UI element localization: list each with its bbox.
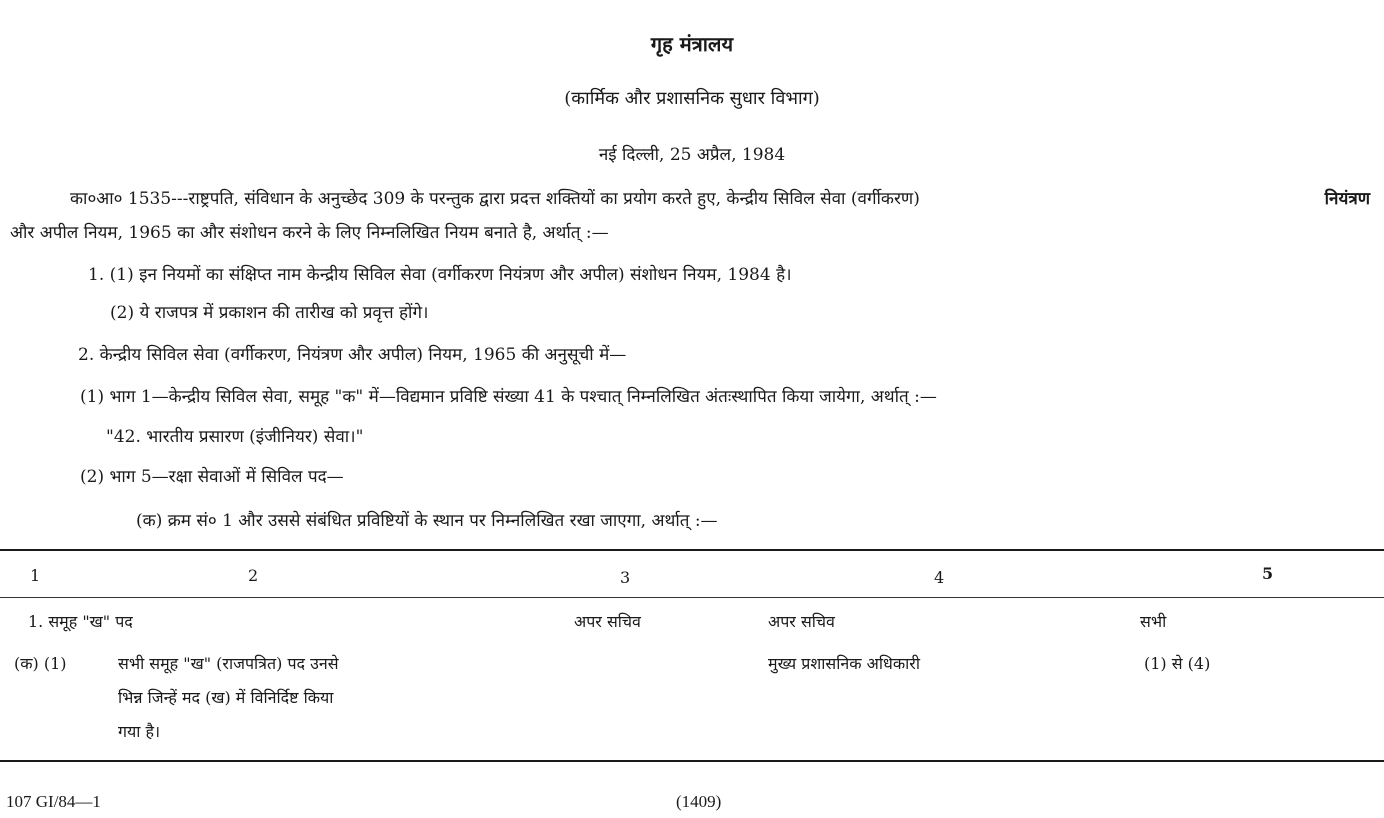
table-sub-label: (क) (1) xyxy=(14,654,67,673)
department-subtitle: (कार्मिक और प्रशासनिक सुधार विभाग) xyxy=(564,88,820,109)
table-header-rule xyxy=(0,597,1384,598)
table-header-2: 2 xyxy=(248,566,259,585)
table-col3-value: अपर सचिव xyxy=(574,612,641,631)
table-header-4: 4 xyxy=(934,568,945,587)
clause-2-2: (2) भाग 5—रक्षा सेवाओं में सिविल पद— xyxy=(80,467,344,487)
ministry-title: गृह मंत्रालय xyxy=(650,32,734,56)
table-sub-text-2: भिन्न जिन्हें मद (ख) में विनिर्दिष्ट किया xyxy=(118,688,334,707)
clause-2-2-ka: (क) क्रम सं० 1 और उससे संबंधित प्रविष्टियों के स्थान पर निम्नलिखित रखा जाएगा, अर्थात् :— xyxy=(136,511,718,531)
table-header-3: 3 xyxy=(620,568,631,587)
footer-page-number: (1409) xyxy=(676,792,722,811)
clause-2-1: (1) भाग 1—केन्द्रीय सिविल सेवा, समूह "क" में—विद्यमान प्रविष्टि संख्या 41 के पश्चात् निम्नलिखित अंतःस्थापित किया जायेगा, अर्थात् :— xyxy=(80,387,937,407)
clause-1-2: (2) ये राजपत्र में प्रकाशन की तारीख को प्रवृत्त होंगे। xyxy=(110,303,429,323)
table-sub-text-1: सभी समूह "ख" (राजपत्रित) पद उनसे xyxy=(118,654,339,673)
footer-reference: 107 GI/84—1 xyxy=(6,792,101,811)
table-sub-text-3: गया है। xyxy=(118,722,161,741)
table-header-5: 5 xyxy=(1262,564,1274,583)
preamble-line-1: का०आ० 1535---राष्ट्रपति, संविधान के अनुच्छेद 309 के परन्तुक द्वारा प्रदत्त शक्तियों का प्रयोग करते हुए, केन्द्रीय सिविल सेवा (वर्गीकरण) xyxy=(70,189,920,209)
clause-2: 2. केन्द्रीय सिविल सेवा (वर्गीकरण, नियंत्रण और अपील) नियम, 1965 की अनुसूची में— xyxy=(78,345,627,365)
table-row-group: 1. समूह "ख" पद xyxy=(28,612,133,631)
table-sub-col4: मुख्य प्रशासनिक अधिकारी xyxy=(768,654,920,673)
table-sub-col5: (1) से (4) xyxy=(1144,654,1211,673)
table-bottom-rule xyxy=(0,760,1384,762)
preamble-line-2: और अपील नियम, 1965 का और संशोधन करने के लिए निम्नलिखित नियम बनाते है, अर्थात् :— xyxy=(10,223,609,243)
table-top-rule xyxy=(0,549,1384,551)
clause-1-1: 1. (1) इन नियमों का संक्षिप्त नाम केन्द्रीय सिविल सेवा (वर्गीकरण नियंत्रण और अपील) संशोधन नियम, 1984 है। xyxy=(88,265,792,285)
clause-2-1-quote: "42. भारतीय प्रसारण (इंजीनियर) सेवा।" xyxy=(106,427,364,447)
table-header-1: 1 xyxy=(30,566,41,585)
place-date: नई दिल्ली, 25 अप्रैल, 1984 xyxy=(598,145,786,165)
table-col4-value: अपर सचिव xyxy=(768,612,835,631)
table-col5-value: सभी xyxy=(1140,612,1167,631)
preamble-line-1-end: नियंत्रण xyxy=(1324,189,1370,209)
